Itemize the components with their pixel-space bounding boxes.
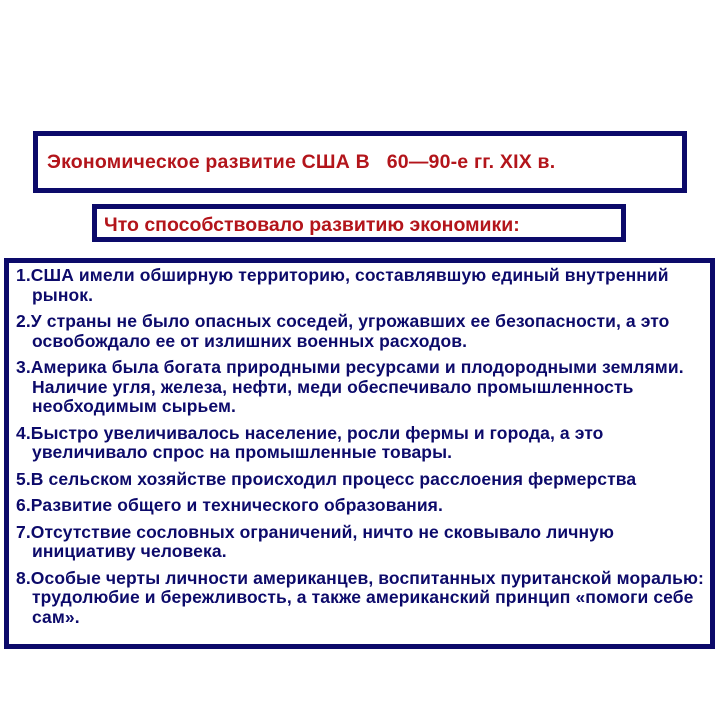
list-item bbox=[16, 523, 706, 562]
list-item-text: 2.У страны не было опасных соседей, угрожавших ее безопасности, а это освобождало ее от излишних военных расходов. bbox=[16, 311, 670, 351]
factors-list bbox=[16, 266, 706, 634]
list-item bbox=[16, 569, 706, 628]
page-title: Экономическое развитие США В 60—90-е гг. XIX в. bbox=[47, 151, 556, 173]
section-heading: Что способствовало развитию экономики: bbox=[104, 214, 520, 236]
list-item-text: 3.Америка была богата природными ресурсами и плодородными землями. Наличие угля, железа, нефти, меди обеспечивало промышленность необходимым сырьем. bbox=[16, 357, 684, 416]
list-item-text: 6.Развитие общего и технического образования. bbox=[16, 495, 443, 515]
list-item-text: 7.Отсутствие сословных ограничений, ничто не сковывало личную инициативу человека. bbox=[16, 521, 615, 561]
list-item bbox=[16, 312, 706, 351]
list-item-text: 4.Быстро увеличивалось население, росли фермы и города, а это увеличивало спрос на промышленные товары. bbox=[16, 422, 604, 462]
list-item-text: 5.В сельском хозяйстве происходил процесс расслоения фермерства bbox=[16, 468, 637, 489]
list-item bbox=[16, 470, 706, 490]
factors-list-box bbox=[4, 258, 715, 649]
list-item bbox=[16, 358, 706, 417]
list-item bbox=[16, 266, 706, 305]
list-item-text: 1.США имели обширную территорию, составлявшую единый внутренний рынок. bbox=[16, 265, 669, 305]
list-item bbox=[16, 424, 706, 463]
list-item bbox=[16, 496, 706, 516]
title-box bbox=[33, 131, 687, 193]
subtitle-box bbox=[92, 204, 626, 242]
list-item-text: 8.Особые черты личности американцев, воспитанных пуританской моралью: трудолюбие и бережливость, а также американский принцип «помоги себе сам». bbox=[16, 567, 704, 627]
